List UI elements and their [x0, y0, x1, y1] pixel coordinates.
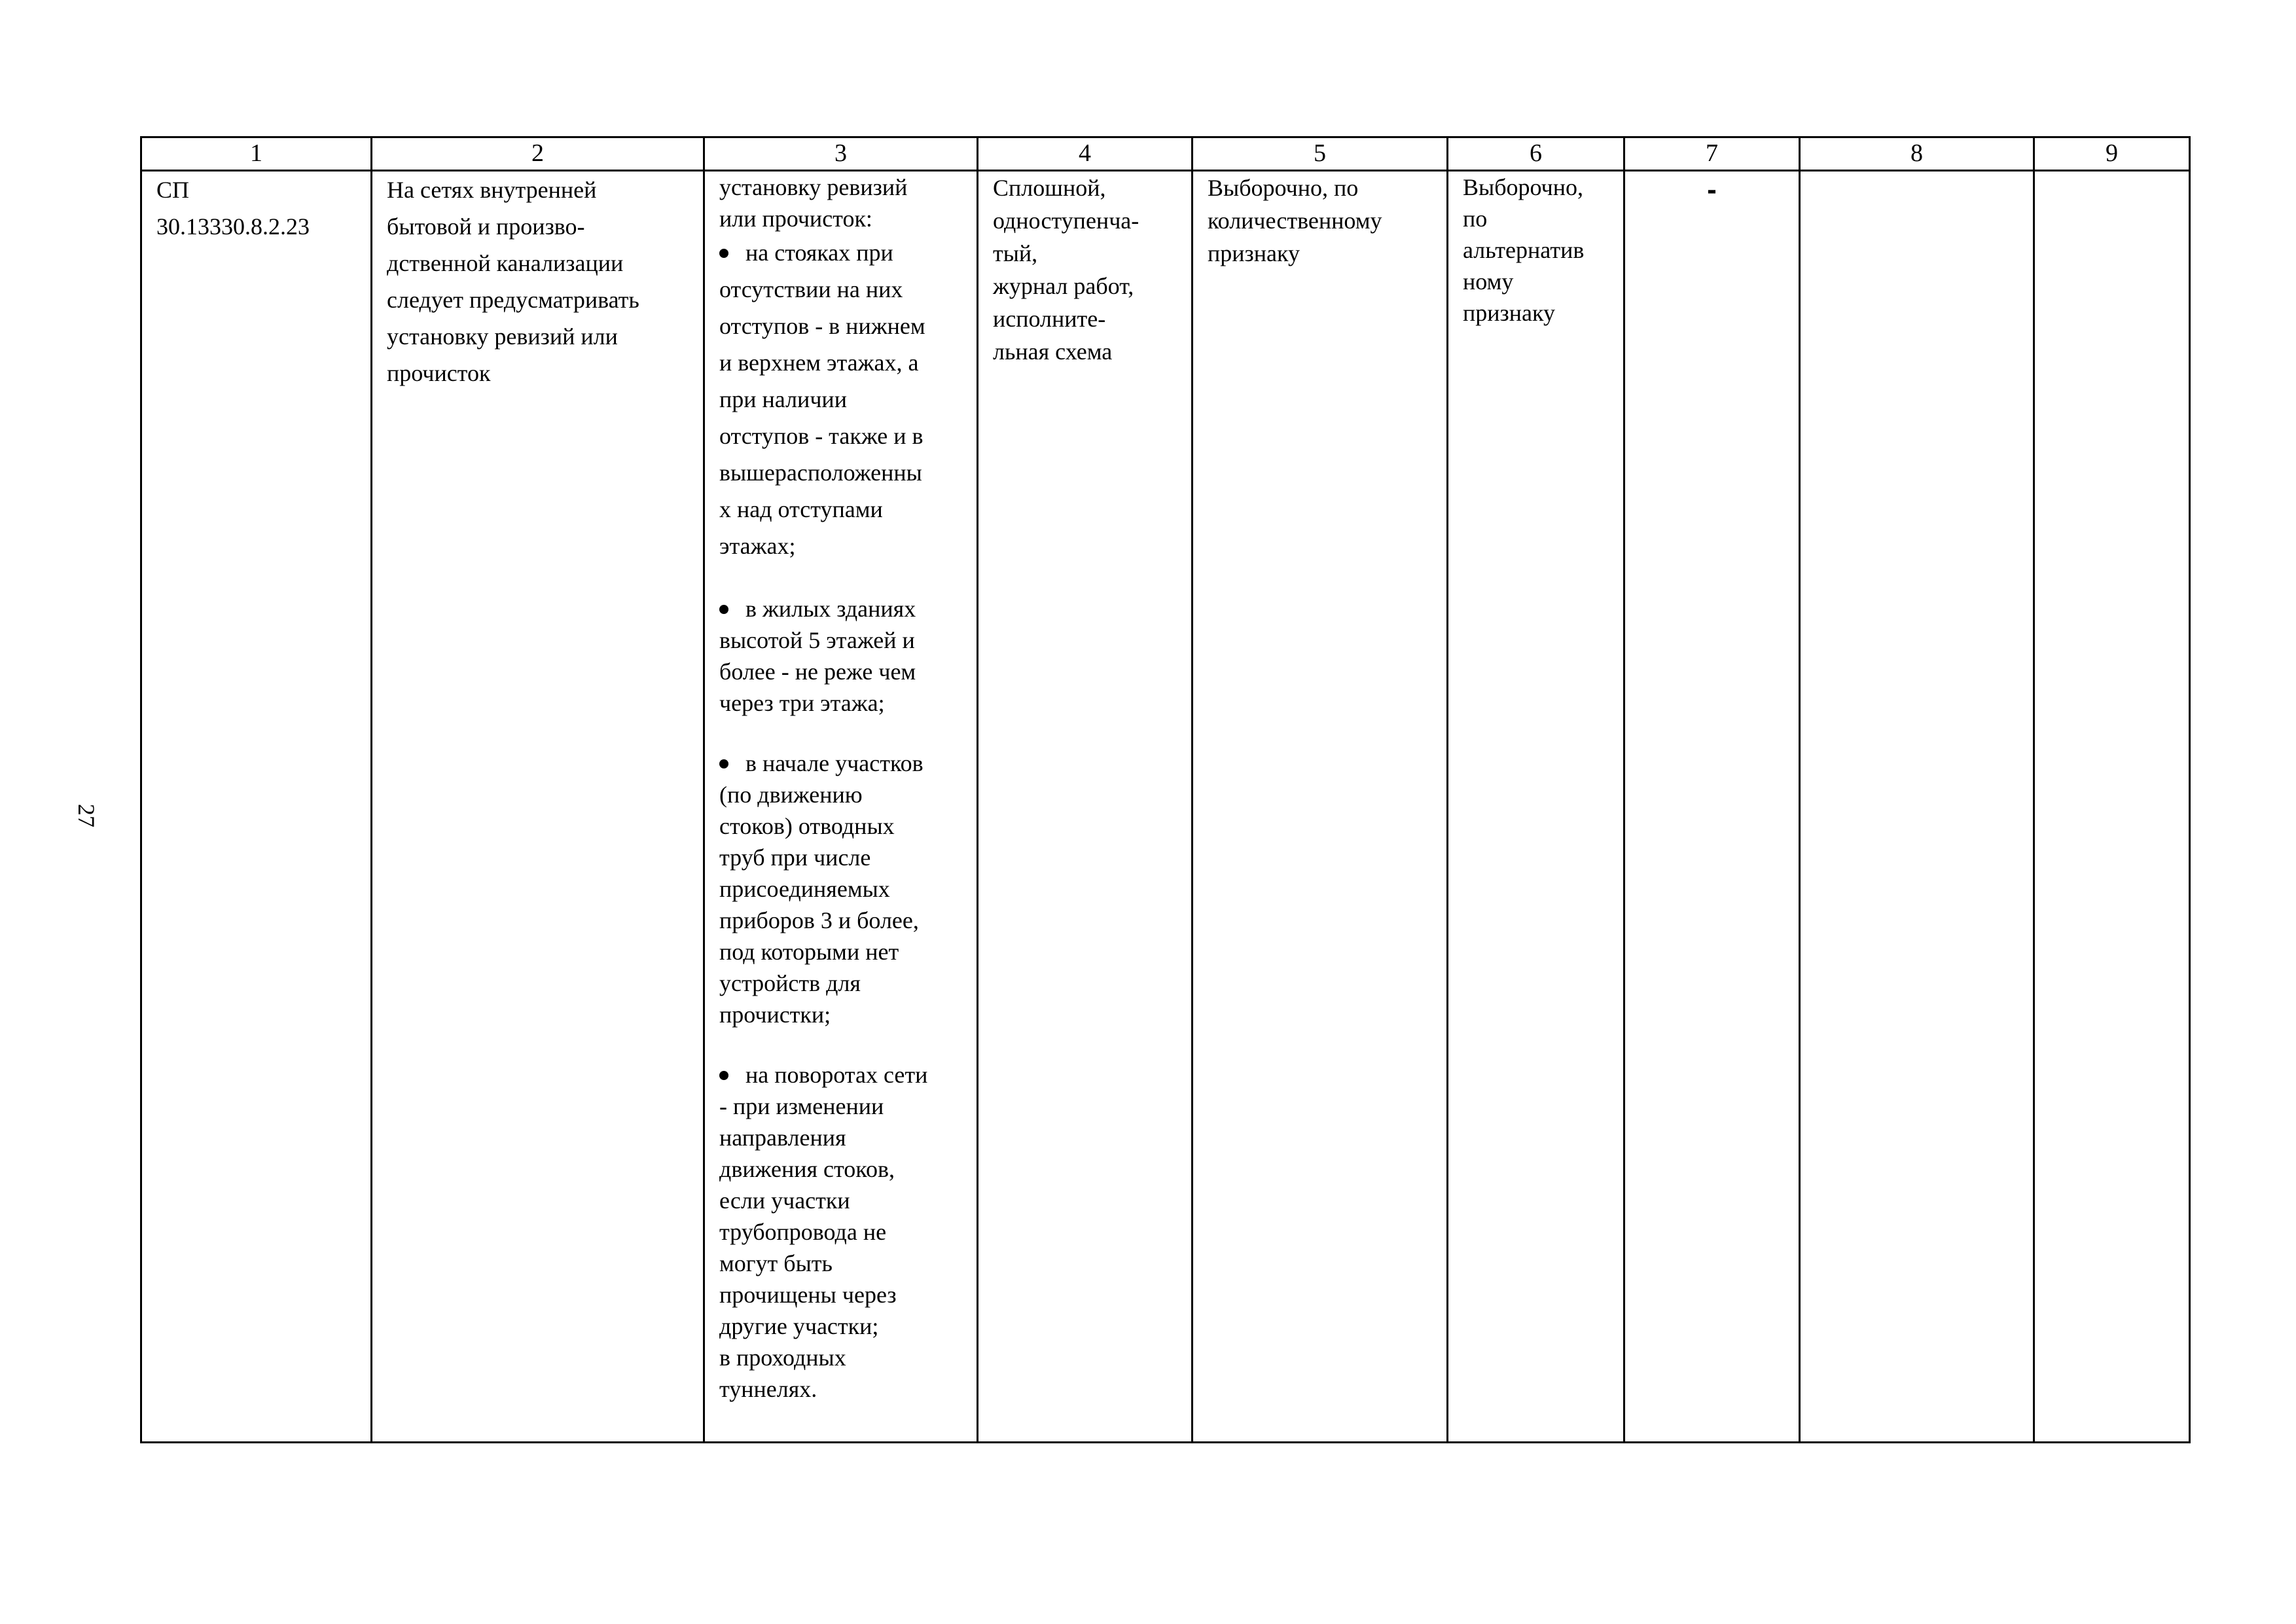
cell-control-type [978, 171, 1193, 1443]
control-table [140, 136, 2191, 1443]
detailed-requirement-text [705, 171, 977, 1405]
cell-detailed-requirement [704, 171, 978, 1443]
cell-col-8 [1800, 171, 2034, 1443]
cell-sampling-alternative [1448, 171, 1624, 1443]
page-number: 27 [73, 804, 99, 827]
bullet-item-risers: на стояках при отсутствии на них отступов - в нижнем и верхнем этажах, а при наличии отступов - также и в вышерасположенны х над отступами этажах; [719, 234, 966, 564]
requirement-text: На сетях внутренней бытовой и произво- дственной канализации следует предусматривать установку ревизий или прочисток [387, 177, 639, 386]
bullet-icon [719, 234, 745, 271]
cell-sampling-quantitative [1193, 171, 1448, 1443]
header-col-2: 2 [372, 137, 704, 171]
cell-standard-reference [141, 171, 372, 1443]
header-col-6: 6 [1448, 137, 1624, 171]
bullet-item-residential: в жилых зданиях высотой 5 этажей и более - не реже чем через три этажа; [719, 593, 966, 719]
bullet-icon [719, 1059, 745, 1091]
cell-requirement [372, 171, 704, 1443]
intro-paragraph: установку ревизий или прочисток: [719, 174, 908, 232]
bullet-item-turns: на поворотах сети - при изменении направления движения стоков, если участки трубопровода не могут быть прочищены через другие участки; в проходных туннелях. [719, 1059, 966, 1405]
sampling-alternative-text: Выборочно, по альтернатив ному признаку [1463, 174, 1585, 326]
header-col-3: 3 [704, 137, 978, 171]
cell-col-9 [2034, 171, 2190, 1443]
header-col-7: 7 [1624, 137, 1800, 171]
header-row [141, 137, 2190, 171]
cell-col-7 [1624, 171, 1800, 1443]
sampling-quantitative-text: Выборочно, по количественному признаку [1208, 175, 1382, 266]
header-col-1: 1 [141, 137, 372, 171]
bullet-item-branch-start: в начале участков (по движению стоков) отводных труб при числе присоединяемых приборов 3 и более, под которыми нет устройств для прочистки; [719, 748, 966, 1030]
header-col-8: 8 [1800, 137, 2034, 171]
header-col-5: 5 [1193, 137, 1448, 171]
header-col-9: 9 [2034, 137, 2190, 171]
standard-reference-text: СП 30.13330.8.2.23 [156, 177, 310, 240]
bullet-icon [719, 593, 745, 624]
dash-mark: - [1707, 173, 1717, 206]
header-col-4: 4 [978, 137, 1193, 171]
control-type-text: Сплошной, одноступенча- тый, журнал работ, исполните- льная схема [993, 175, 1139, 365]
table-row [141, 171, 2190, 1443]
bullet-icon [719, 748, 745, 779]
